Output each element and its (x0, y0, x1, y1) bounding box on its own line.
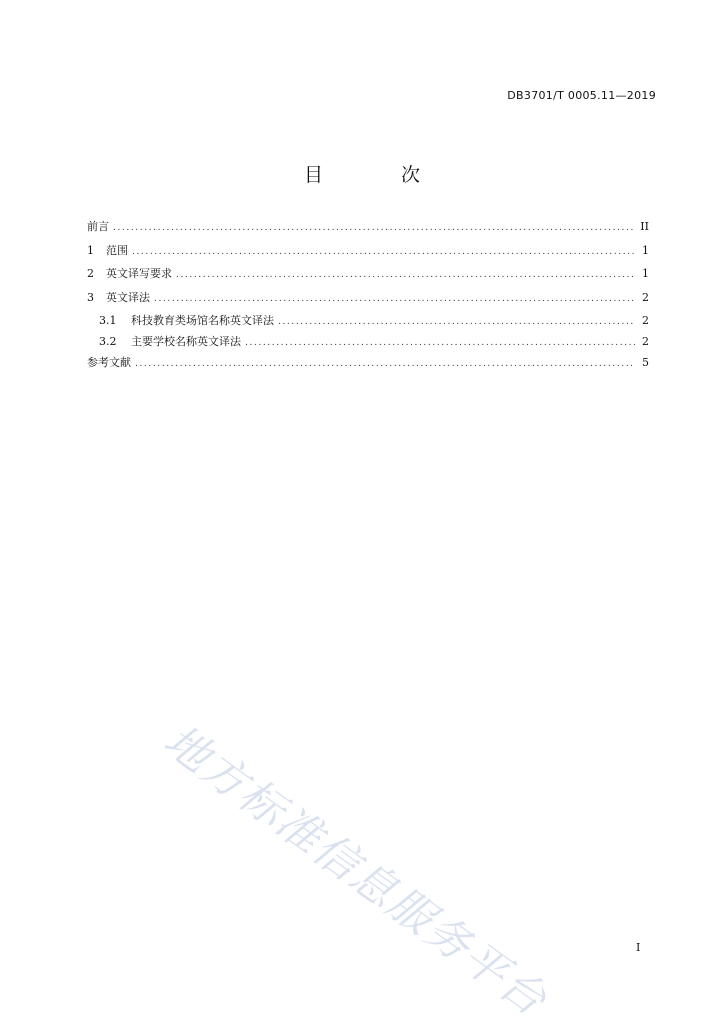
toc-entry-translation-methods[interactable] (87, 290, 649, 314)
toc-dot-leader (132, 244, 635, 260)
toc-page-number: II (640, 220, 649, 233)
toc-dot-leader (278, 314, 635, 330)
toc-dot-leader (245, 335, 635, 351)
toc-entry-number: 3.1 (99, 314, 117, 327)
page-title: 目 次 (303, 164, 457, 186)
toc-entry-label: 英文译写要求 (106, 267, 172, 280)
toc-entry-translation-requirements[interactable] (87, 266, 649, 290)
document-number: DB3701/T 0005.11—2019 (507, 89, 656, 102)
toc-entry-label: 参考文献 (87, 356, 131, 369)
table-of-contents (87, 219, 649, 379)
toc-entry-references[interactable] (87, 355, 649, 379)
toc-entry-number: 2 (87, 267, 94, 280)
toc-page-number: 1 (642, 267, 649, 280)
toc-page-number: 2 (642, 290, 649, 304)
toc-entry-label: 前言 (87, 220, 109, 233)
toc-dot-leader (135, 356, 635, 372)
toc-entry-venue-names[interactable] (87, 313, 649, 334)
toc-entry-foreword[interactable] (87, 219, 649, 243)
toc-entry-label: 英文译法 (106, 290, 150, 304)
toc-page-number: 1 (642, 243, 649, 257)
page-number: I (636, 941, 641, 954)
toc-page-number: 2 (642, 335, 649, 348)
toc-dot-leader (176, 267, 635, 283)
toc-entry-label: 范围 (106, 243, 128, 257)
watermark: 地方标准信息服务平台 (154, 715, 557, 1027)
toc-entry-school-names[interactable] (87, 334, 649, 355)
toc-entry-number: 3 (87, 290, 94, 304)
toc-dot-leader (154, 291, 635, 307)
toc-entry-label: 主要学校名称英文译法 (131, 335, 241, 348)
toc-entry-label: 科技教育类场馆名称英文译法 (131, 314, 274, 327)
toc-entry-number: 1 (87, 243, 94, 257)
toc-page-number: 5 (642, 356, 649, 369)
toc-page-number: 2 (642, 314, 649, 327)
toc-dot-leader (113, 220, 635, 236)
toc-entry-number: 3.2 (99, 335, 117, 348)
toc-entry-scope[interactable] (87, 243, 649, 267)
